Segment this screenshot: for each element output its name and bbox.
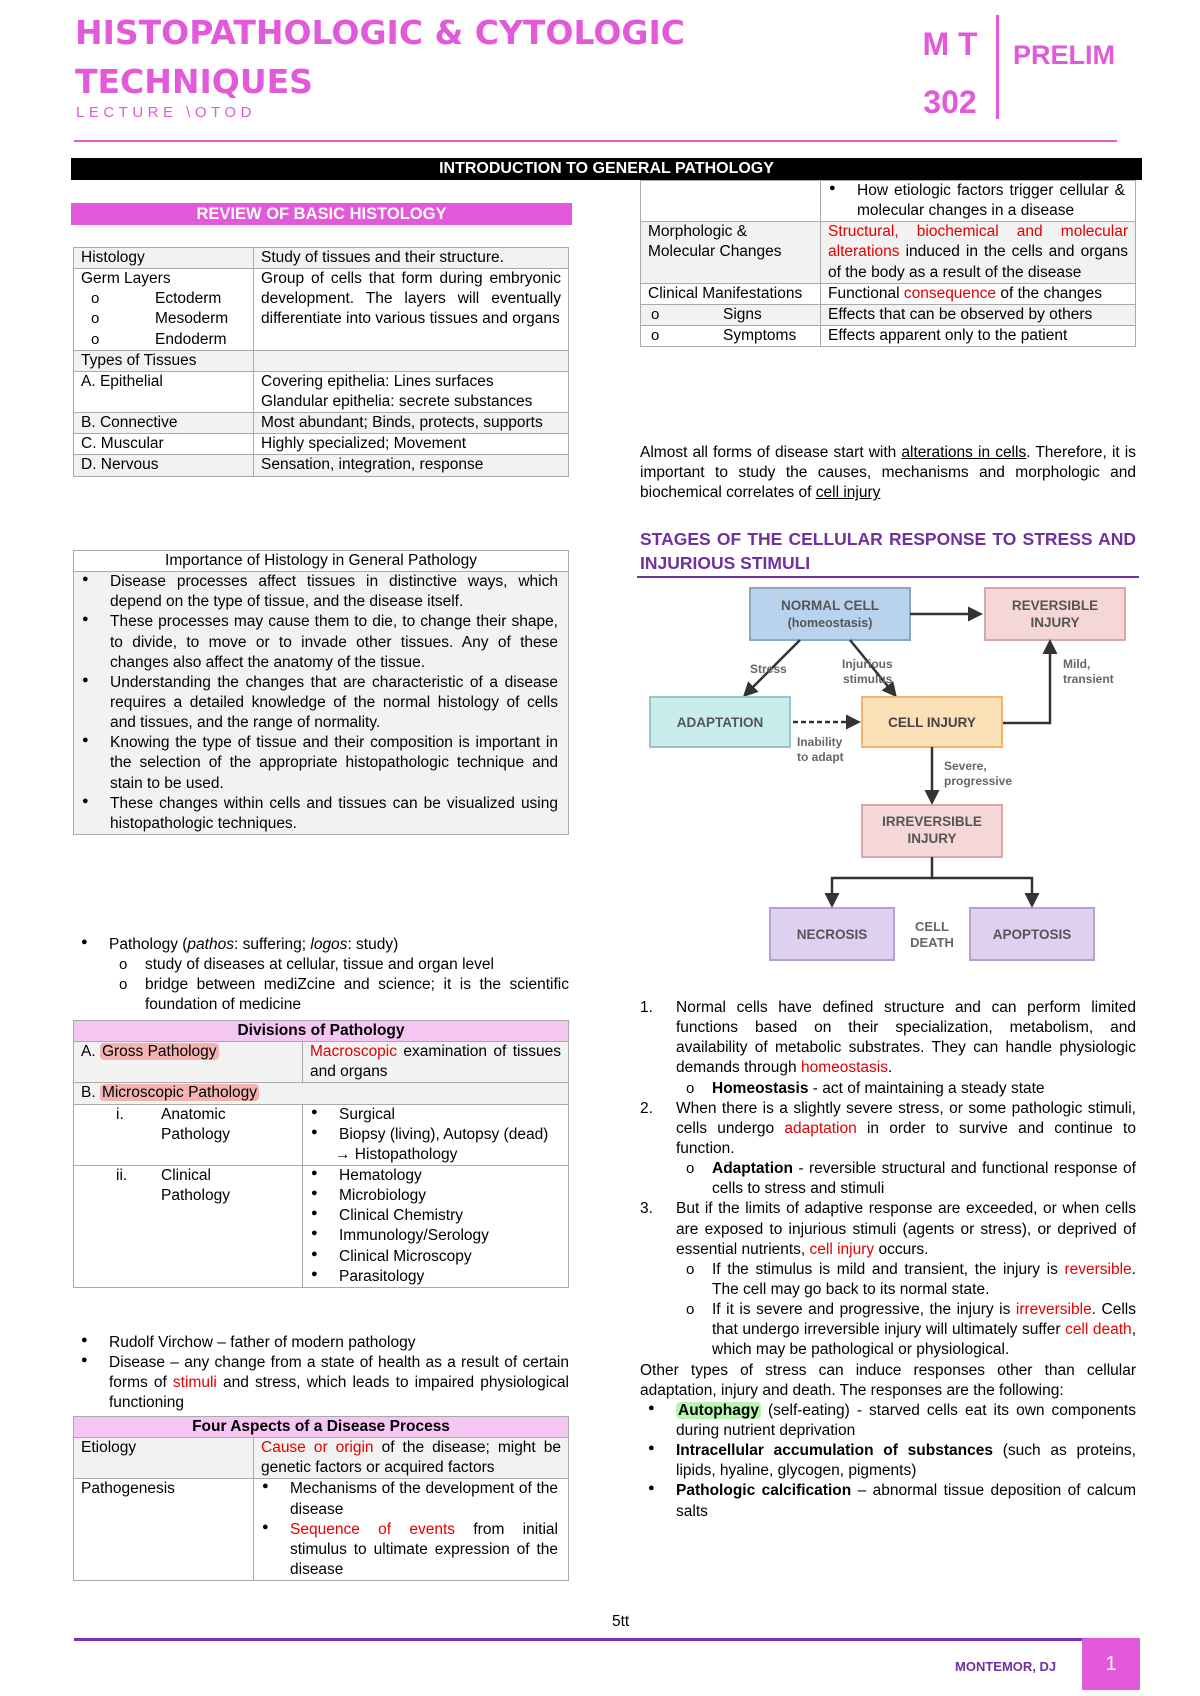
tissue-name: B. Connective	[74, 413, 254, 434]
histopathology-arrow: → Histopathology	[335, 1145, 458, 1163]
pathology-bullet: ● Pathology (pathos: suffering; logos: study)	[73, 935, 569, 955]
inability-label-1: Inability	[797, 735, 843, 749]
pathogenesis-item: ● How etiologic factors trigger cellular & molecular changes in a disease	[821, 181, 1125, 221]
homeostasis-def: o Homeostasis - act of maintaining a steady state	[676, 1079, 1136, 1099]
cell-injury-box	[862, 697, 1002, 747]
virchow-disease	[73, 1333, 569, 1414]
cell-death-label-1: CELL	[915, 919, 949, 934]
anatomic-item: ● Surgical	[303, 1105, 558, 1125]
clinical-item: ● Clinical Microscopy	[303, 1247, 568, 1267]
svg-text:INJURY: INJURY	[907, 831, 957, 846]
histology-term: Histology	[74, 248, 254, 269]
svg-text:IRREVERSIBLE: IRREVERSIBLE	[882, 814, 982, 829]
title-line-2: TECHNIQUES	[75, 62, 313, 101]
importance-item: ● These processes may cause them to die, to change their shape, to divide, to move or to invade other tissues. Any of these changes also affect the anatomy of the tissue.	[74, 612, 558, 672]
severe-label-1: Severe,	[944, 759, 987, 773]
tissue-desc: Covering epithelia: Lines surfaces Glandular epithelia: secrete substances	[254, 371, 569, 412]
tissue-desc: Most abundant; Binds, protects, supports	[254, 413, 569, 434]
tissue-desc: Sensation, integration, response	[254, 455, 569, 476]
stages-rule	[637, 576, 1139, 578]
necrosis-box	[770, 908, 894, 960]
svg-text:NORMAL CELL: NORMAL CELL	[781, 598, 879, 613]
germ-item: o Endoderm	[81, 330, 246, 350]
four-aspects-table	[73, 1416, 569, 1581]
course-code-line-2: 302	[923, 84, 977, 120]
inability-label-2: to adapt	[797, 750, 844, 764]
course-code	[915, 15, 985, 131]
page-mark: 5tt	[612, 1613, 630, 1630]
stress-label: Stress	[750, 662, 787, 676]
microscopic-pathology: B. Microscopic Pathology	[74, 1083, 569, 1104]
section-banner: INTRODUCTION TO GENERAL PATHOLOGY	[71, 158, 1142, 180]
irreversible-note: o If it is severe and progressive, the injury is irreversible. Cells that undergo irreversible injury will ultimately suffer cell death, which may be pathological or physiological.	[676, 1300, 1136, 1360]
tissue-name: C. Muscular	[74, 434, 254, 455]
svg-text:REVERSIBLE: REVERSIBLE	[1011, 598, 1099, 613]
response-calcification: ● Pathologic calcification – abnormal tissue deposition of calcum salts	[640, 1481, 1136, 1521]
divisions-table	[73, 1020, 569, 1288]
injurious-label-1: Injurious	[842, 657, 893, 671]
page-number: 1	[1082, 1638, 1140, 1690]
cell-death-label-2: DEATH	[910, 935, 954, 950]
etiology-def: Cause or origin of the disease; might be genetic factors or acquired factors	[254, 1438, 569, 1479]
pathogenesis-term: Pathogenesis	[74, 1479, 254, 1581]
svg-text:NECROSIS: NECROSIS	[796, 927, 868, 942]
germ-item: o Ectoderm	[81, 289, 246, 309]
importance-item: ● Knowing the type of tissue and their composition is important in the selection of the appropriate histopathologic technique and stain to be used.	[74, 733, 558, 793]
histology-table	[73, 247, 569, 477]
response-accumulation: ● Intracellular accumulation of substances (such as proteins, lipids, hyaline, glycogen, pigments)	[640, 1441, 1136, 1481]
other-responses-intro: Other types of stress can induce responses other than cellular adaptation, injury and death. The responses are the following:	[640, 1361, 1136, 1399]
importance-title: Importance of Histology in General Pathology	[74, 551, 569, 572]
clinical-item: ● Hematology	[303, 1166, 568, 1186]
symptoms-def: Effects apparent only to the patient	[821, 325, 1136, 346]
importance-item: ● These changes within cells and tissues can be visualized using histopathologic techniques.	[74, 794, 558, 834]
arrow	[932, 878, 1032, 905]
reversible-note: o If the stimulus is mild and transient, the injury is reversible. The cell may go back to its normal state.	[676, 1260, 1136, 1300]
svg-text:(homeostasis): (homeostasis)	[787, 616, 873, 630]
stages-title: STAGES OF THE CELLULAR RESPONSE TO STRESS AND INJURIOUS STIMULI	[640, 529, 1136, 573]
stages-numbered-list	[640, 998, 1136, 1522]
gross-desc: Macroscopic examination of tissues and organs	[303, 1042, 569, 1083]
document-title	[75, 8, 685, 106]
pathology-sub: o bridge between mediZcine and science; it is the scientific foundation of medicine	[109, 975, 569, 1015]
morphologic-def: Structural, biochemical and molecular alterations induced in the cells and organs of the body as a result of the disease	[821, 222, 1136, 283]
importance-item: ● Disease processes affect tissues in distinctive ways, which depend on the type of tissue, and the disease itself.	[74, 572, 558, 612]
germ-def: Group of cells that form during embryonic development. The layers will eventually differentiate into various tissues and organs	[254, 269, 569, 351]
importance-item: ● Understanding the changes that are characteristic of a disease requires a detailed knowledge of the normal histology of cells and tissues, and the range of normality.	[74, 673, 558, 733]
svg-text:CELL INJURY: CELL INJURY	[888, 715, 976, 730]
germ-layers-cell	[74, 269, 254, 351]
apoptosis-box	[970, 908, 1094, 960]
disease-bullet: ● Disease – any change from a state of health as a result of certain forms of stimuli and stress, which leads to impaired physiological functioning	[73, 1353, 569, 1413]
anatomic-item: ● Biopsy (living), Autopsy (dead)	[303, 1125, 558, 1145]
clinical-item: ● Clinical Chemistry	[303, 1206, 568, 1226]
title-line-1: HISTOPATHOLOGIC & CYTOLOGIC	[75, 13, 685, 52]
germ-term: Germ Layers	[81, 270, 171, 288]
svg-text:ADAPTATION: ADAPTATION	[676, 715, 764, 730]
clinical-item: ● Parasitology	[303, 1267, 568, 1287]
stage-item-2: 2. When there is a slightly severe stress, or some pathologic stimuli, cells undergo adaptation in order to survive and continue to function.	[640, 1099, 1136, 1157]
severe-label-2: progressive	[944, 774, 1013, 788]
morphologic-term: Morphologic & Molecular Changes	[641, 222, 821, 283]
symptoms-term: o Symptoms	[641, 326, 820, 346]
adaptation-def: o Adaptation - reversible structural and functional response of cells to stress and stimuli	[676, 1159, 1136, 1199]
histology-def: Study of tissues and their structure.	[254, 248, 569, 269]
footer-author: MONTEMOR, DJ	[955, 1659, 1057, 1674]
svg-text:INJURY: INJURY	[1030, 615, 1080, 630]
germ-item: o Mesoderm	[81, 309, 246, 329]
types-term: Types of Tissues	[74, 350, 254, 371]
divisions-title: Divisions of Pathology	[74, 1021, 569, 1042]
signs-term: o Signs	[641, 305, 820, 325]
irreversible-injury-box	[862, 805, 1002, 857]
pathology-sub: o study of diseases at cellular, tissue and organ level	[109, 955, 569, 975]
arrow	[832, 857, 932, 905]
reversible-injury-box	[985, 588, 1125, 640]
clinical-pathology: ii. Clinical Pathology	[74, 1165, 303, 1287]
tissue-name: D. Nervous	[74, 455, 254, 476]
gross-pathology: A. Gross Pathology	[74, 1042, 303, 1083]
signs-def: Effects that can be observed by others	[821, 304, 1136, 325]
tissue-name: A. Epithelial	[74, 371, 254, 412]
tissue-desc: Highly specialized; Movement	[254, 434, 569, 455]
clinical-def: Functional consequence of the changes	[821, 283, 1136, 304]
etiology-term: Etiology	[74, 1438, 254, 1479]
four-aspects-title: Four Aspects of a Disease Process	[74, 1417, 569, 1438]
anatomic-pathology: i. Anatomic Pathology	[74, 1104, 303, 1165]
mild-label-2: transient	[1063, 672, 1114, 686]
header-divider	[996, 15, 999, 119]
course-code-line-1: M T	[922, 26, 978, 62]
pathogenesis-item: ● Sequence of events from initial stimulus to ultimate expression of the disease	[254, 1520, 558, 1580]
footer-rule	[74, 1638, 1121, 1641]
almost-paragraph: Almost all forms of disease start with alterations in cells. Therefore, it is important to study the causes, mechanisms and morphologic and biochemical correlates of cell injury	[640, 444, 1136, 502]
virchow-bullet: ● Rudolf Virchow – father of modern pathology	[73, 1333, 569, 1353]
clinical-term: Clinical Manifestations	[641, 283, 821, 304]
cell-response-flowchart	[640, 580, 1140, 990]
stage-item-1: 1. Normal cells have defined structure and can perform limited functions based on their specialization, metabolism, and availability of metabolic substrates. They can handle physiologic demands through homeostasis.	[640, 999, 1136, 1077]
clinical-item: ● Immunology/Serology	[303, 1226, 568, 1246]
mild-label-1: Mild,	[1063, 657, 1091, 671]
normal-cell-box	[750, 588, 910, 640]
importance-box	[73, 550, 569, 835]
response-autophagy: ● Autophagy (self-eating) - starved cells eat its own components during nutrient deprivation	[640, 1401, 1136, 1441]
subtitle: LECTURE \OTOD	[76, 104, 256, 121]
review-title: REVIEW OF BASIC HISTOLOGY	[71, 203, 572, 225]
injurious-label-2: stimulus	[843, 672, 893, 686]
pathogenesis-item: ● Mechanisms of the development of the disease	[254, 1479, 558, 1519]
term-label: PRELIM	[1013, 40, 1116, 70]
stage-item-3: 3. But if the limits of adaptive response are exceeded, or when cells are exposed to injurious stimuli (agents or stress), or deprived of essential nutrients, cell injury occurs.	[640, 1200, 1136, 1258]
header-rule	[74, 140, 1117, 142]
clinical-item: ● Microbiology	[303, 1186, 568, 1206]
four-aspects-continued	[640, 180, 1136, 347]
svg-text:APOPTOSIS: APOPTOSIS	[992, 927, 1072, 942]
pathology-definition	[73, 935, 569, 1016]
adaptation-box	[650, 697, 790, 747]
